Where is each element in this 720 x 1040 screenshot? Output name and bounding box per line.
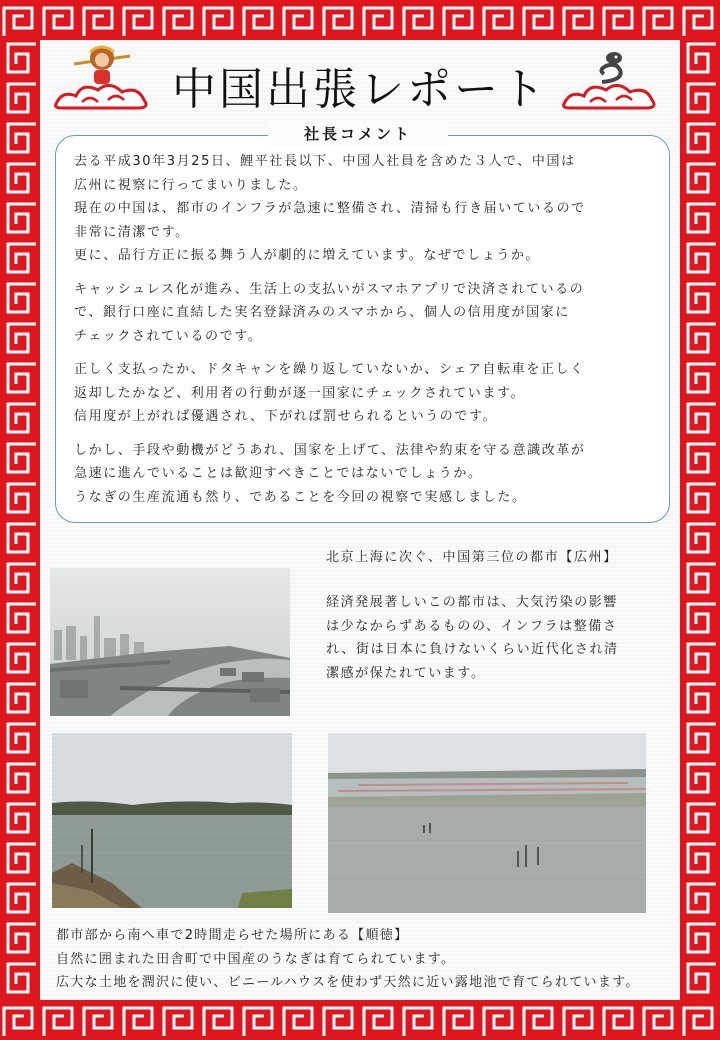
text-line: 去る平成30年3月25日、鯉平社長以下、中国人社員を含めた３人で、中国は xyxy=(74,154,576,169)
text-line: 広大な土地を潤沢に使い、ビニールハウスを使わず天然に近い露地池で育てられています。 xyxy=(56,975,640,990)
text-line: は少なからずあるものの、インフラは整備さ xyxy=(326,618,618,634)
open-pond-photo xyxy=(328,733,646,913)
eel-pond-photo xyxy=(52,733,292,908)
page-title: 中国出張レポート xyxy=(172,64,548,115)
text-line: しかし、手段や動機がどうあれ、国家を上げて、法律や約束を守る意識改革が xyxy=(74,442,586,458)
monkey-king-icon xyxy=(72,38,132,88)
comment-paragraph xyxy=(74,358,659,429)
text-line: 現在の中国は、都市のインフラが急速に整備され、清掃も行き届いているので xyxy=(74,201,586,216)
text-line: 非常に清潔です。 xyxy=(74,224,190,240)
text-line: れ、街は日本に負けないくらい近代化され清 xyxy=(326,642,619,657)
text-line: 正しく支払ったか、ドタキャンを繰り返していないか、シェア自転車を正しく xyxy=(74,362,585,377)
comment-paragraph xyxy=(74,150,659,268)
text-line: 広州に視察に行ってまいりました。 xyxy=(74,177,308,193)
shunde-text xyxy=(56,924,676,995)
text-line: うなぎの生産流通も然り、であることを今回の視察で実感しました。 xyxy=(74,489,527,505)
text-line: で、銀行口座に直結した実名登録済みのスマホから、個人の信用度が国家に xyxy=(74,305,570,320)
comment-paragraph xyxy=(74,278,659,349)
text-line: 経済発展著しいこの都市は、大気汚染の影響 xyxy=(326,595,619,610)
text-line: 都市部から南へ車で2時間走らせた場所にある【順徳】 xyxy=(56,928,409,943)
comment-paragraph xyxy=(74,439,659,510)
text-line: 信用度が上がれば優遇され、下がれば罰せられるというのです。 xyxy=(74,409,498,424)
fret-border-top xyxy=(0,0,720,40)
text-line: 更に、品行方正に振る舞う人が劇的に増えています。なぜでしょうか。 xyxy=(74,248,541,263)
guangzhou-title: 北京上海に次ぐ、中国第三位の都市【広州】 xyxy=(326,550,618,565)
text-line: キャッシュレス化が進み、生活上の支払いがスマホアプリで決済されているの xyxy=(74,281,585,297)
text-line: 潔感が保たれています。 xyxy=(326,665,486,681)
fret-border-right xyxy=(680,40,720,1000)
text-line: 自然に囲まれた田舎町で中国産のうなぎは育てられています。 xyxy=(56,951,456,967)
text-line: 急速に進んでいることは歓迎すべきことではないでしょうか。 xyxy=(74,466,483,481)
fret-border-left xyxy=(0,40,40,1000)
snake-icon xyxy=(594,50,628,86)
text-line: チェックされているのです。 xyxy=(74,328,263,344)
comment-text xyxy=(74,150,659,519)
fret-border-bottom xyxy=(0,1000,720,1040)
guangzhou-description xyxy=(326,591,656,685)
text-line: 返却したかなど、利用者の行動が逐一国家にチェックされています。 xyxy=(74,385,526,401)
guangzhou-city-photo xyxy=(50,568,290,716)
comment-heading: 社長コメント xyxy=(268,122,448,146)
